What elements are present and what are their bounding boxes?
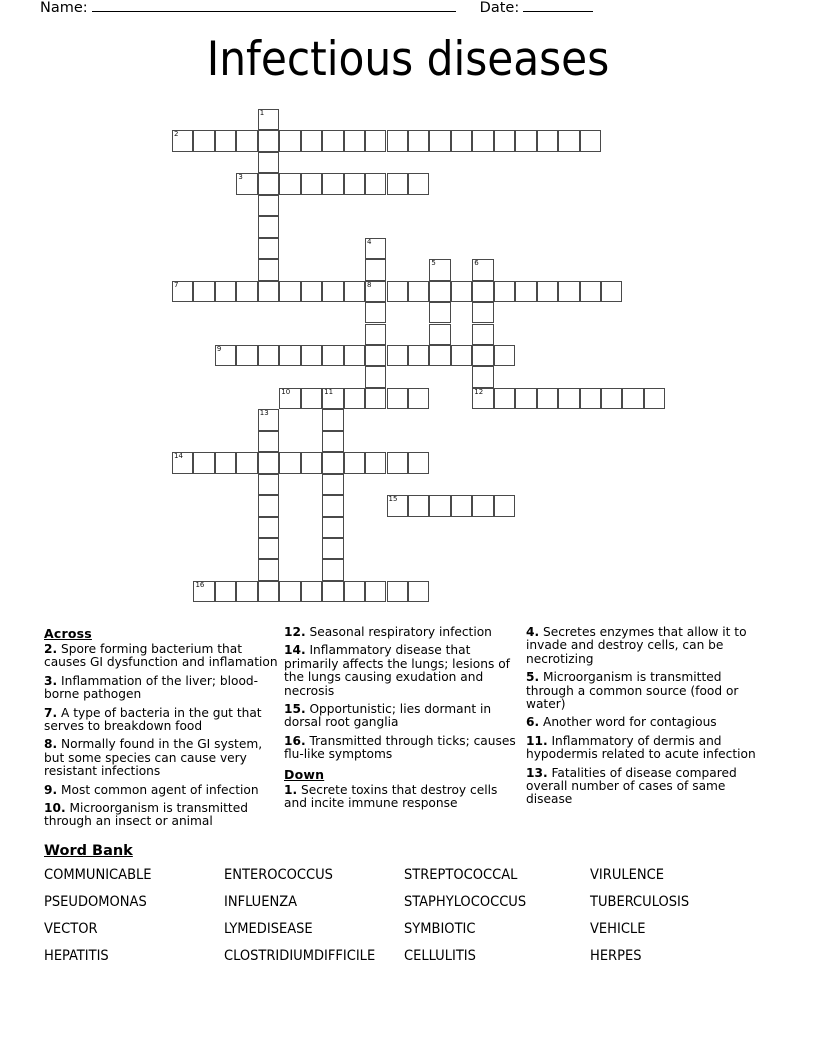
grid-cell[interactable] [644,388,665,409]
clue-number: 14. [284,643,306,658]
grid-cell[interactable] [515,130,536,151]
grid-cell[interactable] [215,130,236,151]
grid-cell[interactable] [365,259,386,280]
grid-cell[interactable] [344,581,365,602]
grid-cell[interactable] [322,495,343,516]
cell-number: 13 [259,409,269,418]
name-label: Name: [40,0,88,16]
grid-cell[interactable] [236,281,257,302]
grid-cell[interactable] [236,130,257,151]
across-heading: Across [44,626,92,641]
grid-cell[interactable] [258,216,279,237]
clue-number: 2. [44,642,58,656]
grid-cell[interactable] [344,345,365,366]
grid-cell[interactable] [494,388,515,409]
grid-cell[interactable] [215,581,236,602]
grid-cell[interactable] [322,388,343,409]
grid-cell[interactable] [408,581,429,602]
grid-cell[interactable] [322,431,343,452]
grid-cell[interactable] [322,452,343,473]
cell-number: 8 [367,280,372,289]
clue-number: 8. [44,737,58,752]
grid-cell[interactable] [472,302,493,323]
clue-item: 14. Inflammatory disease that primarily affects the lungs; lesions of the lungs causing exudation and necrosis [284,643,510,698]
grid-cell[interactable] [365,281,386,302]
cell-number: 1 [259,109,265,117]
down-heading: Down [284,766,325,782]
clue-item: 5. Microorganism is transmitted through a common source (food or water) [526,670,739,712]
grid-cell[interactable] [322,345,343,366]
clue-number: 6. [526,715,540,730]
grid-cell[interactable] [344,281,365,302]
grid-cell[interactable] [365,173,386,194]
word-bank-item: CLOSTRIDIUMDIFFICILE [224,948,376,964]
word-bank-item: VECTOR [44,921,98,937]
grid-cell[interactable] [494,281,515,302]
cell-number: 11 [324,387,334,396]
grid-cell[interactable] [580,281,601,302]
clue-number: 10. [44,801,66,816]
grid-cell[interactable] [322,281,343,302]
grid-cell[interactable] [387,130,408,151]
grid-cell[interactable] [429,259,450,280]
grid-cell[interactable] [408,345,429,366]
grid-cell[interactable] [258,130,279,151]
word-bank-item: COMMUNICABLE [44,867,152,883]
grid-cell[interactable] [172,452,193,473]
grid-cell[interactable] [472,388,493,409]
grid-cell[interactable] [322,130,343,151]
grid-cell[interactable] [193,130,214,151]
clue-number: 16. [284,733,306,748]
grid-cell[interactable] [322,474,343,495]
clue-column-2 [284,626,526,815]
clue-number: 15. [284,702,306,717]
grid-cell[interactable] [365,345,386,366]
grid-cell[interactable] [580,130,601,151]
grid-cell[interactable] [408,281,429,302]
grid-cell[interactable] [215,452,236,473]
grid-cell[interactable] [387,281,408,302]
grid-cell[interactable] [279,452,300,473]
grid-cell[interactable] [322,517,343,538]
clue-column-1 [44,626,284,834]
grid-cell[interactable] [472,281,493,302]
grid-cell[interactable] [472,130,493,151]
word-bank-item: SYMBIOTIC [404,921,476,937]
cell-number: 9 [216,344,222,353]
grid-cell[interactable] [258,538,279,559]
date-label: Date: [479,0,520,16]
grid-cell[interactable] [387,345,408,366]
word-bank-item: CELLULITIS [404,948,476,964]
word-bank-item: STAPHYLOCOCCUS [404,894,527,910]
clue-number: 12. [284,625,306,639]
grid-cell[interactable] [408,130,429,151]
cell-number: 14 [174,452,183,461]
grid-cell[interactable] [258,173,279,194]
grid-cell[interactable] [344,452,365,473]
grid-cell[interactable] [494,495,515,516]
grid-cell[interactable] [408,173,429,194]
clue-item: 11. Inflammatory of dermis and hypodermis related to acute infection [526,733,756,762]
grid-cell[interactable] [429,495,450,516]
cell-number: 15 [388,495,398,504]
grid-cell[interactable] [451,345,472,366]
clue-number: 11. [526,733,548,748]
word-bank [44,843,784,965]
grid-cell[interactable] [322,409,343,430]
cell-number: 12 [474,387,484,396]
grid-cell[interactable] [365,302,386,323]
grid-cell[interactable] [301,281,322,302]
grid-cell[interactable] [258,152,279,173]
grid-cell[interactable] [515,388,536,409]
word-bank-item: HERPES [590,948,642,964]
grid-cell[interactable] [472,259,493,280]
grid-cell[interactable] [279,130,300,151]
grid-cell[interactable] [279,281,300,302]
word-bank-item: INFLUENZA [224,894,298,910]
clue-item: 2. Spore forming bacterium that causes GI dysfunction and inflamation [44,642,278,670]
cell-number: 6 [474,259,479,268]
word-bank-item: TUBERCULOSIS [590,894,690,910]
word-bank-grid [44,866,784,965]
grid-cell[interactable] [236,452,257,473]
grid-cell[interactable] [301,345,322,366]
grid-cell[interactable] [279,173,300,194]
grid-cell[interactable] [451,281,472,302]
grid-cell[interactable] [601,281,622,302]
grid-cell[interactable] [365,238,386,259]
clue-item: 13. Fatalities of disease compared overall number of cases of same disease [526,765,737,807]
grid-cell[interactable] [451,495,472,516]
word-bank-item: HEPATITIS [44,948,109,964]
grid-cell[interactable] [472,495,493,516]
grid-cell[interactable] [279,345,300,366]
grid-cell[interactable] [365,452,386,473]
clue-item: 10. Microorganism is transmitted through an insect or animal [44,801,248,829]
grid-cell[interactable] [193,581,214,602]
grid-cell[interactable] [344,173,365,194]
clue-number: 5. [526,670,540,685]
page-title: Infectious diseases [206,32,610,87]
grid-cell[interactable] [301,388,322,409]
grid-cell[interactable] [537,388,558,409]
grid-cell[interactable] [322,559,343,580]
clue-item: 7. A type of bacteria in the gut that serves to breakdown food [44,705,262,734]
grid-cell[interactable] [301,130,322,151]
clue-item: 1. Secrete toxins that destroy cells and incite immune response [284,782,498,811]
grid-cell[interactable] [472,366,493,387]
grid-cell[interactable] [301,581,322,602]
grid-cell[interactable] [387,581,408,602]
grid-cell[interactable] [301,173,322,194]
grid-cell[interactable] [515,281,536,302]
grid-cell[interactable] [322,581,343,602]
grid-cell[interactable] [215,281,236,302]
grid-cell[interactable] [408,495,429,516]
grid-cell[interactable] [258,517,279,538]
grid-cell[interactable] [258,581,279,602]
grid-cell[interactable] [322,173,343,194]
grid-cell[interactable] [558,130,579,151]
grid-cell[interactable] [387,452,408,473]
grid-cell[interactable] [601,388,622,409]
grid-cell[interactable] [279,581,300,602]
grid-cell[interactable] [558,281,579,302]
grid-cell[interactable] [215,345,236,366]
word-bank-item: LYMEDISEASE [224,921,313,937]
clue-item: 6. Another word for contagious [526,715,717,730]
grid-cell[interactable] [365,366,386,387]
grid-cell[interactable] [537,281,558,302]
grid-cell[interactable] [172,281,193,302]
word-bank-item: VIRULENCE [590,867,664,883]
grid-cell[interactable] [558,388,579,409]
clue-column-3 [526,626,776,812]
grid-cell[interactable] [494,130,515,151]
clue-number: 4. [526,625,540,639]
grid-cell[interactable] [622,388,643,409]
grid-cell[interactable] [258,559,279,580]
cell-number: 16 [195,580,205,589]
grid-cell[interactable] [322,538,343,559]
grid-cell[interactable] [258,109,279,130]
grid-cell[interactable] [387,388,408,409]
cell-number: 3 [238,173,243,182]
word-bank-item: ENTEROCOCCUS [224,867,333,883]
clue-number: 3. [44,673,58,688]
grid-cell[interactable] [472,345,493,366]
grid-cell[interactable] [429,130,450,151]
grid-cell[interactable] [193,281,214,302]
grid-cell[interactable] [472,324,493,345]
grid-cell[interactable] [236,345,257,366]
word-bank-heading: Word Bank [44,843,133,859]
clue-number: 1. [284,782,298,797]
grid-cell[interactable] [236,173,257,194]
grid-cell[interactable] [365,581,386,602]
grid-cell[interactable] [193,452,214,473]
grid-cell[interactable] [429,281,450,302]
clue-number: 9. [44,782,58,797]
grid-cell[interactable] [580,388,601,409]
grid-cell[interactable] [301,452,322,473]
clue-number: 7. [44,705,58,720]
clue-item: 9. Most common agent of infection [44,782,259,797]
clue-number: 13. [526,765,548,780]
grid-cell[interactable] [258,281,279,302]
word-bank-item: PSEUDOMONAS [44,894,147,910]
clue-item: 12. Seasonal respiratory infection [284,625,492,639]
grid-cell[interactable] [451,130,472,151]
grid-cell[interactable] [258,431,279,452]
cell-number: 5 [431,259,436,268]
clue-list [44,625,784,829]
grid-cell[interactable] [387,173,408,194]
word-bank-item: VEHICLE [590,921,646,937]
grid-cell[interactable] [429,345,450,366]
clue-item: 16. Transmitted through ticks; causes flu-like symptoms [284,733,516,762]
grid-cell[interactable] [258,259,279,280]
clue-item: 4. Secretes enzymes that allow it to invade and destroy cells, can be necrotizing [526,625,747,666]
grid-cell[interactable] [494,345,515,366]
grid-cell[interactable] [258,495,279,516]
grid-cell[interactable] [258,238,279,259]
grid-cell[interactable] [365,130,386,151]
clue-item: 15. Opportunistic; lies dormant in dorsal root ganglia [284,702,492,730]
grid-cell[interactable] [365,324,386,345]
cell-number: 2 [174,130,179,139]
grid-cell[interactable] [258,452,279,473]
cell-number: 7 [174,280,179,289]
grid-cell[interactable] [429,302,450,323]
grid-cell[interactable] [408,388,429,409]
grid-cell[interactable] [537,130,558,151]
grid-cell[interactable] [258,474,279,495]
grid-cell[interactable] [258,409,279,430]
grid-cell[interactable] [258,345,279,366]
grid-cell[interactable] [344,388,365,409]
clue-item: 3. Inflammation of the liver; blood-borne pathogen [44,673,259,702]
word-bank-item: STREPTOCOCCAL [404,867,518,883]
grid-cell[interactable] [365,388,386,409]
cell-number: 4 [367,237,372,246]
grid-cell[interactable] [236,581,257,602]
grid-cell[interactable] [258,195,279,216]
cell-number: 10 [281,387,291,396]
grid-cell[interactable] [279,388,300,409]
grid-cell[interactable] [408,452,429,473]
grid-cell[interactable] [344,130,365,151]
grid-cell[interactable] [387,495,408,516]
grid-cell[interactable] [172,130,193,151]
clue-item: 8. Normally found in the GI system, but some species can cause very resistant infections [44,737,263,779]
grid-cell[interactable] [429,324,450,345]
